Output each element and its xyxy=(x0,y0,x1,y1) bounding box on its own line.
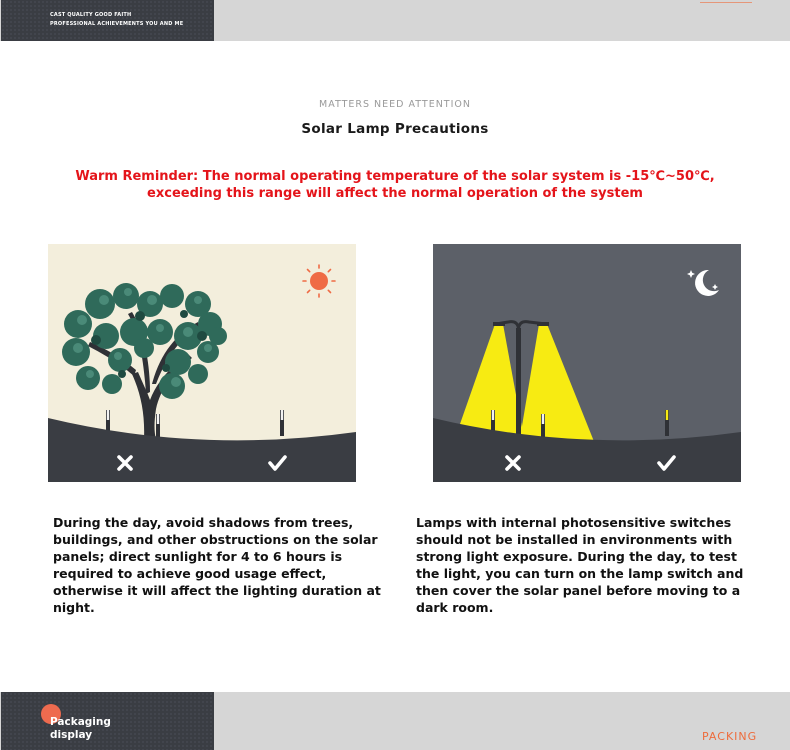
day-description: During the day, avoid shadows from trees, buildings, and other obstructions on the solar panels; direct sunlight for 4 to 6 hours is required to achieve good usage effect, otherwise it will affect the lighting duration at night. xyxy=(53,515,381,615)
page-title: Solar Lamp Precautions xyxy=(301,121,489,137)
packaging-label xyxy=(50,716,111,742)
night-description: Lamps with internal photosensitive switches should not be installed in environments with strong light exposure. During the day, to test the light, you can turn on the lamp switch and then cover the solar panel before moving to a dark room. xyxy=(416,515,744,615)
day-scene-illustration xyxy=(48,244,356,482)
packaging-label-line-2: display xyxy=(50,729,93,741)
top-banner-cut-label xyxy=(700,0,752,3)
bottom-banner xyxy=(0,692,790,750)
packing-label: PACKING xyxy=(702,730,758,743)
banner-tagline-2: PROFESSIONAL ACHIEVEMENTS YOU AND ME xyxy=(50,21,184,27)
warning-line-2: exceeding this range will affect the normal operation of the system xyxy=(147,186,643,201)
lamp-post xyxy=(541,414,545,440)
banner-tagline-1: CAST QUALITY GOOD FAITH xyxy=(50,12,132,18)
lamp-post xyxy=(156,414,160,440)
top-banner-dark-panel xyxy=(1,0,214,41)
packaging-label-line-1: Packaging xyxy=(50,716,111,728)
top-banner xyxy=(0,0,790,41)
section-kicker: MATTERS NEED ATTENTION xyxy=(319,99,471,110)
bottom-banner-dark-panel xyxy=(1,692,214,750)
lamp-post-lit xyxy=(665,410,669,436)
warning-line-1: Warm Reminder: The normal operating temperature of the solar system is -15℃~50℃, xyxy=(75,169,715,184)
night-scene-illustration xyxy=(433,244,741,482)
warning-text xyxy=(0,168,790,202)
lamp-post xyxy=(280,410,284,436)
